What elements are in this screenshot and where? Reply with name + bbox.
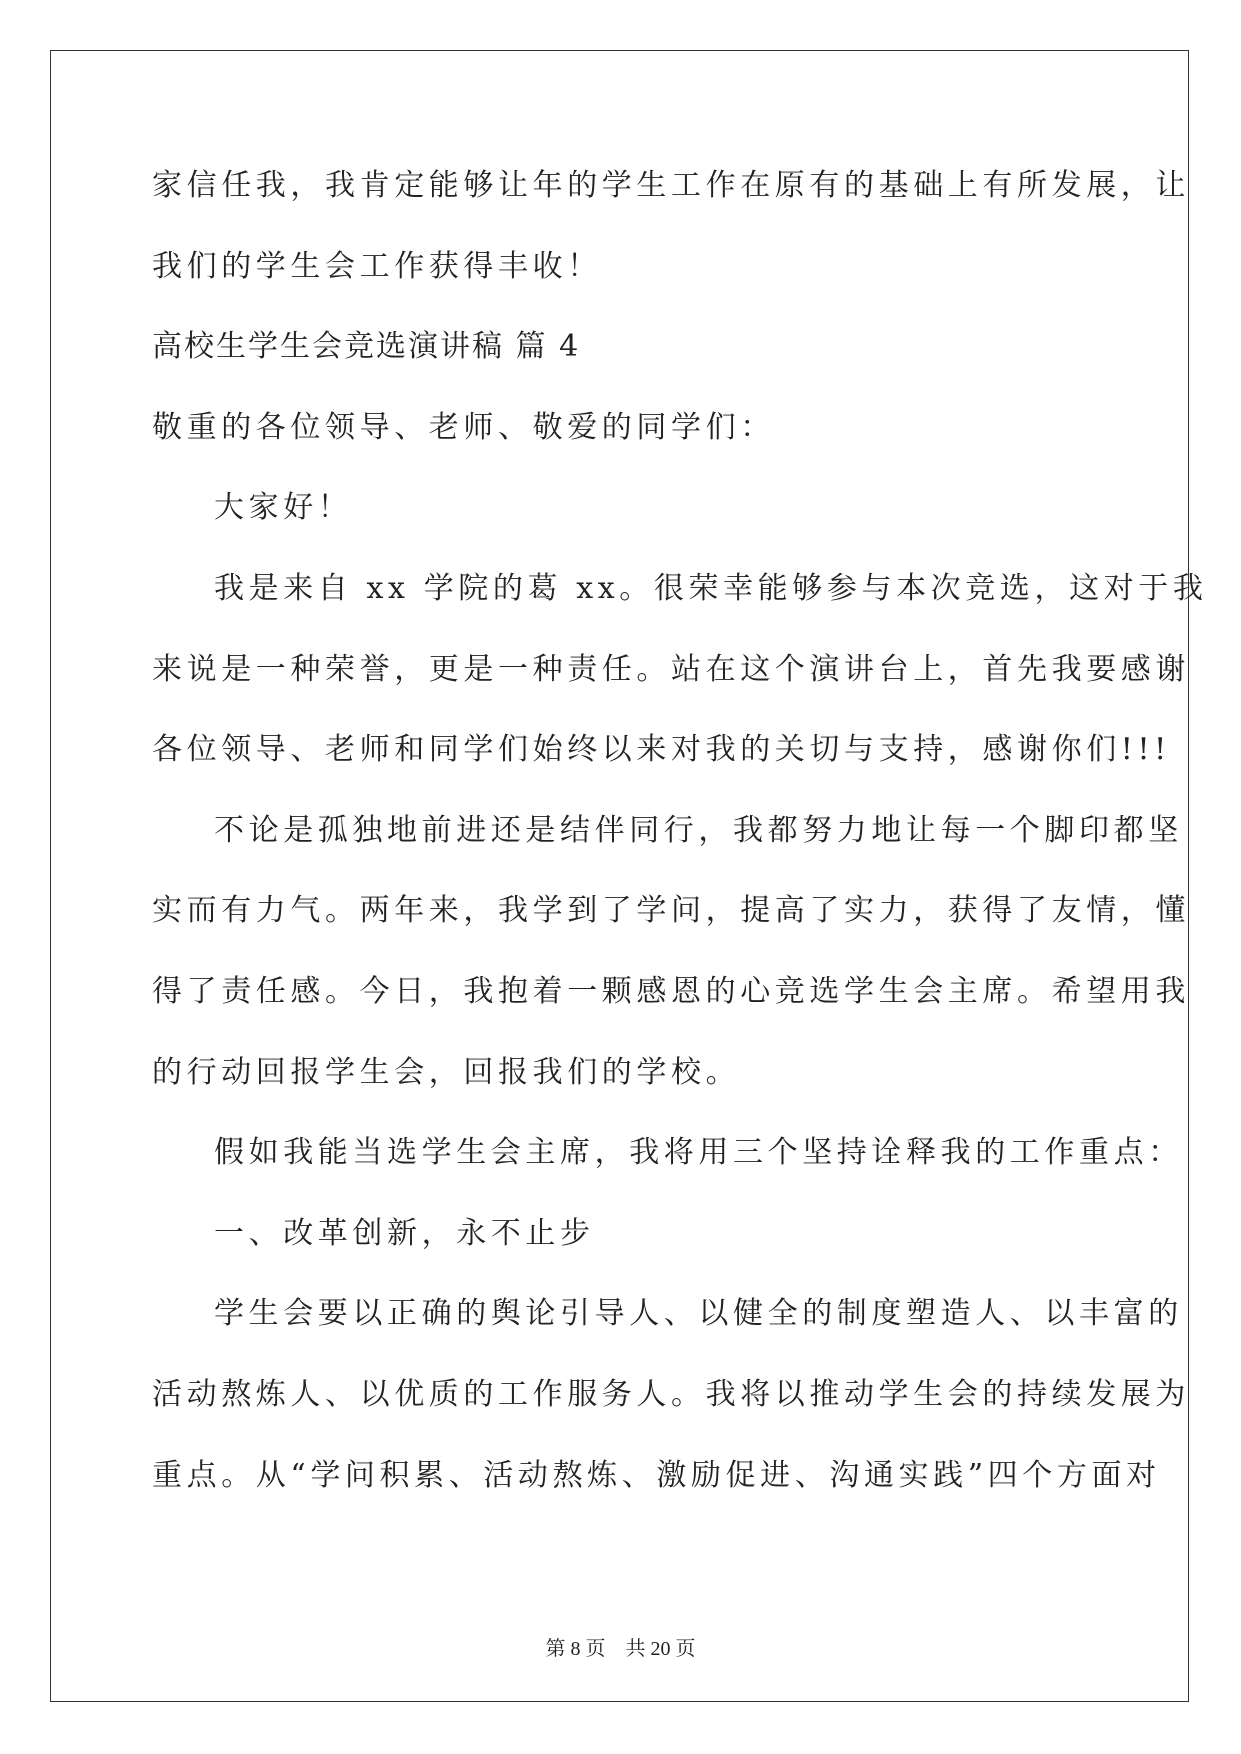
text-line: 实而有力气。两年来，我学到了学问，提高了实力，获得了友情，懂 [152, 893, 1190, 929]
text-line: 各位领导、老师和同学们始终以来对我的关切与支持，感谢你们!!! [152, 732, 1171, 768]
text-line: 的行动回报学生会，回报我们的学校。 [152, 1054, 741, 1090]
text-line: 我们的学生会工作获得丰收！ [152, 248, 602, 284]
text-line: 我是来自 xx 学院的葛 xx。很荣幸能够参与本次竞选，这对于我 [214, 570, 1208, 606]
page-number-total: 共 20 页 [625, 1638, 696, 1660]
page-number-current: 第 8 页 [545, 1638, 606, 1660]
subheading: 一、改革创新，永不止步 [214, 1215, 595, 1251]
salutation: 敬重的各位领导、老师、敬爱的同学们： [152, 409, 775, 445]
text-line: 学生会要以正确的舆论引导人、以健全的制度塑造人、以丰富的 [214, 1296, 1183, 1332]
text-line: 假如我能当选学生会主席，我将用三个坚持诠释我的工作重点： [214, 1135, 1183, 1171]
text-line: 活动熬炼人、以优质的工作服务人。我将以推动学生会的持续发展为 [152, 1376, 1190, 1412]
text-line: 重点。从“学问积累、活动熬炼、激励促进、沟通实践”四个方面对 [152, 1457, 1161, 1493]
document-body [152, 166, 1208, 1536]
text-line: 家信任我，我肯定能够让年的学生工作在原有的基础上有所发展，让 [152, 168, 1190, 203]
text-line: 不论是孤独地前进还是结伴同行，我都努力地让每一个脚印都坚 [214, 812, 1183, 848]
text-line: 来说是一种荣誉，更是一种责任。站在这个演讲台上，首先我要感谢 [152, 651, 1190, 687]
section-heading: 高校生学生会竞选演讲稿 篇 4 [152, 329, 581, 365]
text-line: 得了责任感。今日，我抱着一颗感恩的心竞选学生会主席。希望用我 [152, 973, 1190, 1009]
greeting: 大家好！ [214, 490, 353, 526]
page-footer [0, 1632, 1241, 1661]
